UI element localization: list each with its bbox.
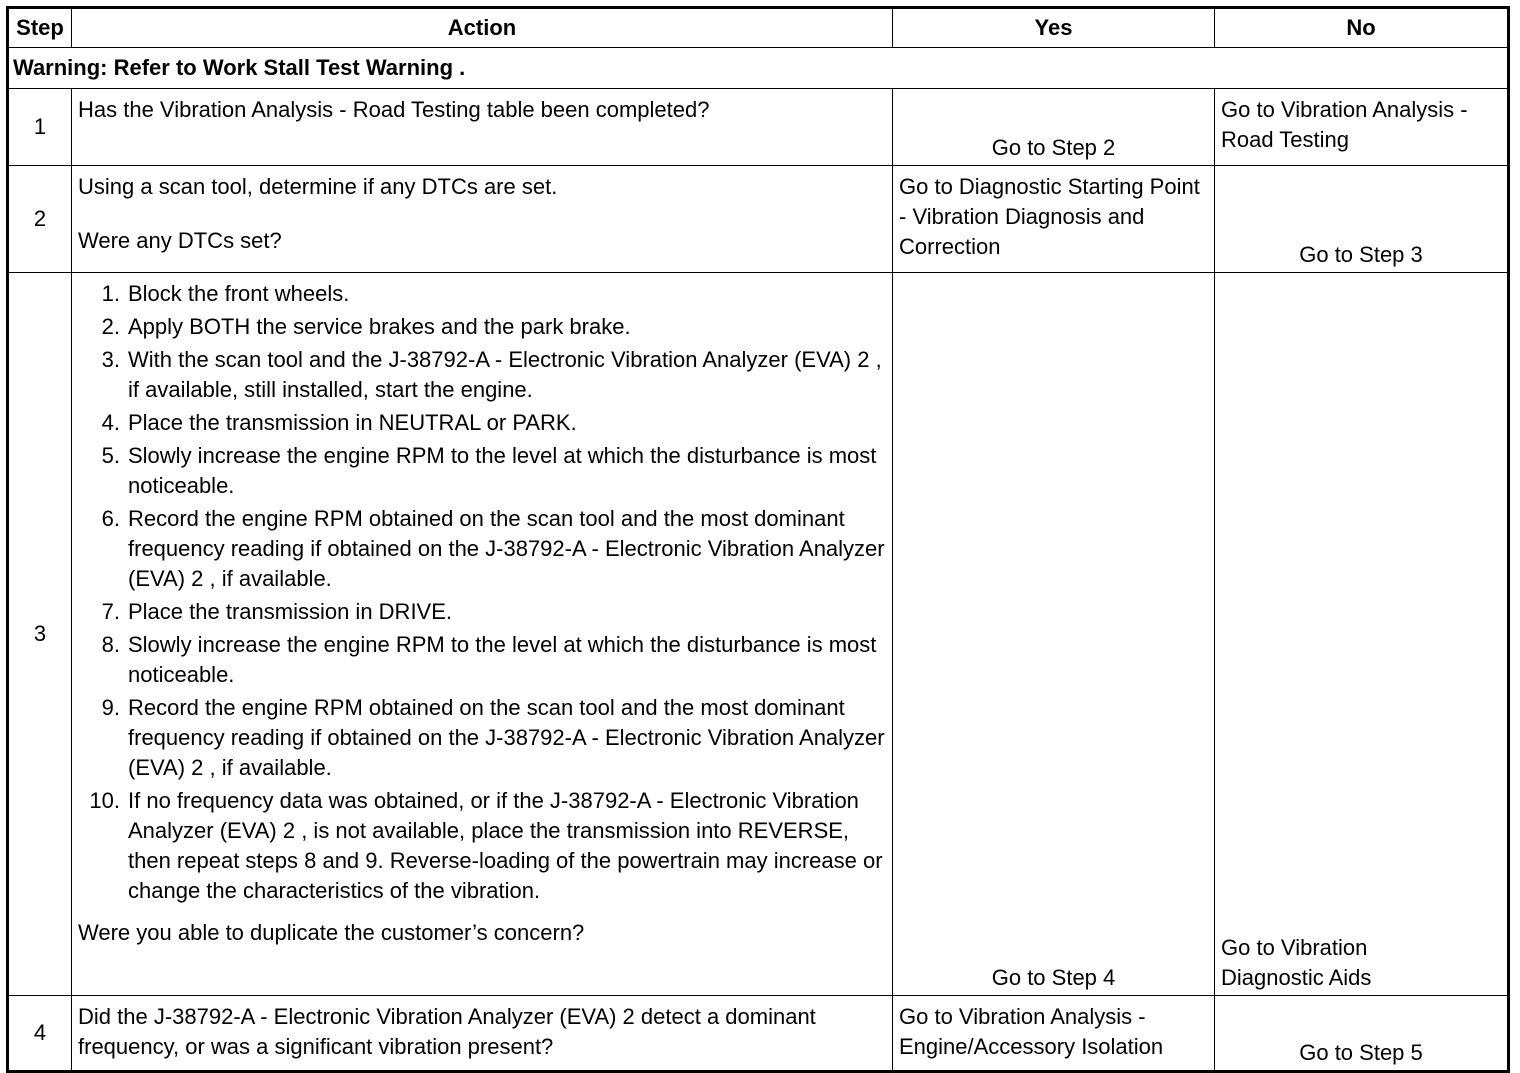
table-row [8, 89, 1509, 166]
header-yes: Yes [893, 8, 1215, 48]
action-question: Were any DTCs set? [78, 228, 282, 253]
header-no: No [1215, 8, 1509, 48]
header-step: Step [8, 8, 72, 48]
action-text: Using a scan tool, determine if any DTCs are set. [78, 174, 558, 199]
list-item: 10. If no frequency data was obtained, or if the J-38792-A - Electronic Vibration Analyzer (EVA) 2 , is not available, place the transmission into REVERSE, then repeat steps 8 and 9. Reverse-loading of the powertrain may increase or change the characteristics of the vibration. [89, 788, 883, 903]
warning-row [8, 48, 1509, 89]
action-cell: Did the J-38792-A - Electronic Vibration Analyzer (EVA) 2 detect a dominant frequency, or was a significant vibration present? [72, 996, 893, 1072]
list-item: 2. Apply BOTH the service brakes and the park brake. [101, 314, 631, 339]
yes-cell: Go to Vibration Analysis - Engine/Accessory Isolation [893, 996, 1215, 1072]
step-number: 3 [8, 273, 72, 996]
action-cell [72, 273, 893, 996]
diagnostic-table [6, 6, 1510, 1073]
list-item: 9. Record the engine RPM obtained on the scan tool and the most dominant frequency reading if obtained on the J-38792-A - Electronic Vibration Analyzer (EVA) 2 , if available. [101, 695, 885, 780]
header-action: Action [72, 8, 893, 48]
no-text: Go to Vibration Diagnostic Aids [1221, 935, 1372, 990]
procedure-list [78, 279, 886, 906]
list-item: 7. Place the transmission in DRIVE. [101, 599, 453, 624]
warning-text: Warning: Refer to Work Stall Test Warning . [8, 48, 1509, 89]
no-cell [1215, 273, 1509, 996]
step-number: 2 [8, 166, 72, 273]
yes-cell: Go to Diagnostic Starting Point - Vibration Diagnosis and Correction [893, 166, 1215, 273]
list-item: 1. Block the front wheels. [101, 281, 350, 306]
action-cell: Has the Vibration Analysis - Road Testing table been completed? [72, 89, 893, 166]
table-row [8, 996, 1509, 1072]
yes-cell: Go to Step 2 [893, 89, 1215, 166]
step-number: 4 [8, 996, 72, 1072]
no-cell: Go to Vibration Analysis - Road Testing [1215, 89, 1509, 166]
list-item: 5. Slowly increase the engine RPM to the level at which the disturbance is most noticeable. [101, 443, 877, 498]
yes-cell: Go to Step 4 [893, 273, 1215, 996]
no-cell: Go to Step 3 [1215, 166, 1509, 273]
list-item: 8. Slowly increase the engine RPM to the level at which the disturbance is most noticeable. [101, 632, 877, 687]
action-cell [72, 166, 893, 273]
no-cell: Go to Step 5 [1215, 996, 1509, 1072]
header-row [8, 8, 1509, 48]
table-row [8, 273, 1509, 996]
list-item: 6. Record the engine RPM obtained on the scan tool and the most dominant frequency reading if obtained on the J-38792-A - Electronic Vibration Analyzer (EVA) 2 , if available. [101, 506, 885, 591]
list-item: 3. With the scan tool and the J-38792-A - Electronic Vibration Analyzer (EVA) 2 , if available, still installed, start the engine. [101, 347, 882, 402]
list-item: 4. Place the transmission in NEUTRAL or PARK. [101, 410, 577, 435]
table-row [8, 166, 1509, 273]
step-number: 1 [8, 89, 72, 166]
action-question: Were you able to duplicate the customer’s concern? [78, 920, 585, 945]
